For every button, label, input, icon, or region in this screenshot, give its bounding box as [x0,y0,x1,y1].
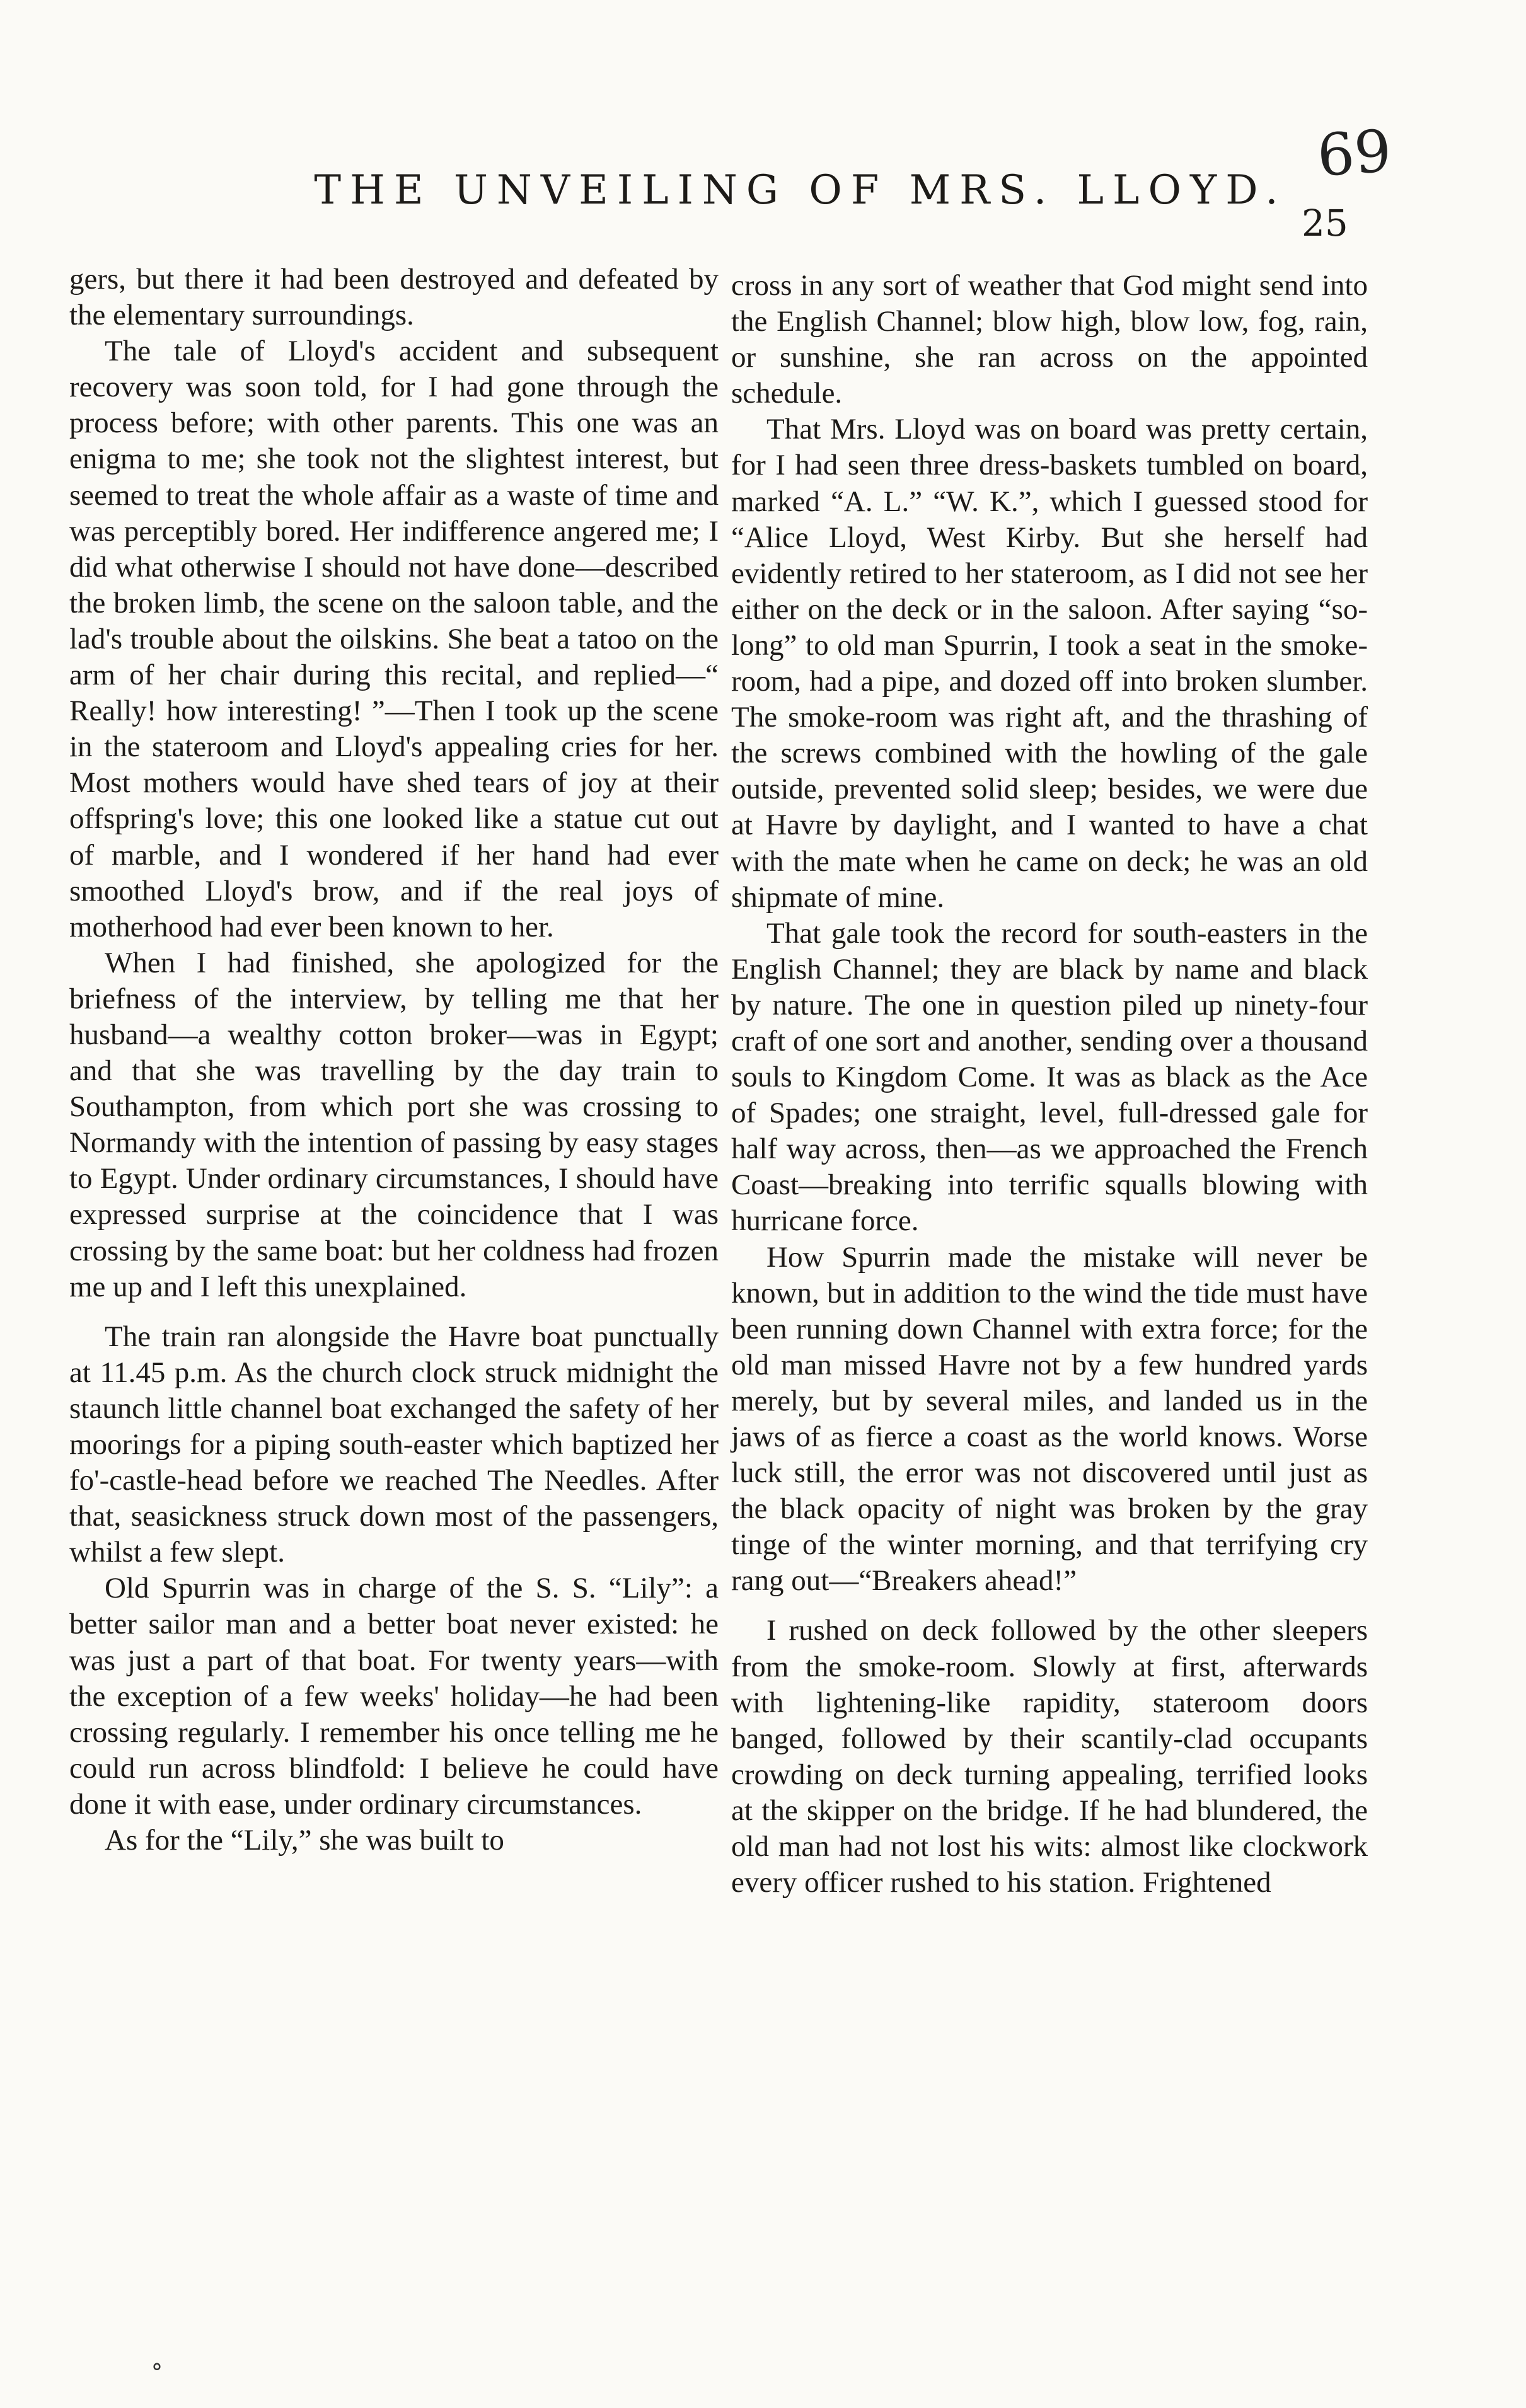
paragraph: That Mrs. Lloyd was on board was pretty certain, for I had seen three dress-baskets tumbled on board, marked “A. L.” “W. K.”, which I guessed stood for “Alice Lloyd, West Kirby. But she herself had evidently retired to her stateroom, as I did not see her either on the deck or in the saloon. After saying “so-long” to old man Spurrin, I took a seat in the smoke-room, had a pipe, and dozed off into broken slumber. The smoke-room was right aft, and the thrashing of the screws combined with the howling of the gale outside, prevented solid sleep; besides, we were due at Havre by daylight, and I wanted to have a chat with the mate when he came on deck; he was an old shipmate of mine. [731,413,1368,914]
paragraph: I rushed on deck followed by the other sleepers from the smoke-room. Slowly at first, afterwards with lightening-like rapidity, stateroom doors banged, followed by their scantily-clad occupants crowding on deck turning appealing, terrified looks at the skipper on the bridge. If he had blundered, the old man had not lost his wits: almost like clockwork every officer rushed to his station. Frightened [731,1614,1368,1899]
paragraph: Old Spurrin was in charge of the S. S. “Lily”: a better sailor man and a better boat never existed: he was just a part of that boat. For twenty years—with the exception of a few weeks' holiday—he had been crossing regularly. I remember his once telling me he could run across blindfold: I believe he could have done it with ease, under ordinary circumstances. [69,1572,719,1821]
page-marker: ° [151,2360,163,2386]
paragraph: When I had finished, she apologized for the briefness of the interview, by telling me that her husband—a wealthy cotton broker—was in Egypt; and that she was travelling by the day train to Southampton, from which port she was crossing to Normandy with the intention of passing by easy stages to Egypt. Under ordinary circumstances, I should have expressed surprise at the coincidence that I was crossing by the same boat: but her coldness had frozen me up and I left this unexplained. [69,946,719,1303]
running-head: THE UNVEILING OF MRS. LLOYD. [314,167,1287,214]
paragraph: gers, but there it had been destroyed and defeated by the elementary surroundings. [69,263,719,332]
paragraph: How Spurrin made the mistake will never be known, but in addition to the wind the tide must have been running down Channel with extra force; for the old man missed Havre not by a few hundred yards merely, but by several miles, and landed us in the jaws of as fierce a coast as the world knows. Worse luck still, the error was not discovered until just as the black opacity of night was broken by the gray tinge of the winter morning, and that terrifying cry rang out—“Breakers ahead!” [731,1240,1368,1598]
paragraph: The train ran alongside the Havre boat punctually at 11.45 p.m. As the church clock struck midnight the staunch little channel boat exchanged the safety of her moorings for a piping south-easter which baptized her fo'-castle-head before we reached The Needles. After that, seasickness struck down most of the passengers, whilst a few slept. [69,1320,719,1569]
paragraph: As for the “Lily,” she was built to [105,1824,504,1857]
paragraph: cross in any sort of weather that God might send into the English Channel; blow high, blow low, fog, rain, or sunshine, she ran across on the appointed schedule. [731,269,1368,410]
handwritten-folio: 69 [1315,117,1394,190]
page-number: 25 [1302,202,1348,245]
left-column [69,262,719,1858]
paragraph: That gale took the record for south-easters in the English Channel; they are black by name and black by nature. The one in question piled up ninety-four craft of one sort and another, sending over a thousand souls to Kingdom Come. It was as black as the Ace of Spades; one straight, level, full-dressed gale for half way across, then—as we approached the French Coast—breaking into terrific squalls blowing with hurricane force. [731,916,1368,1238]
paragraph: The tale of Lloyd's accident and subsequent recovery was soon told, for I had gone through the process before; with other parents. This one was an enigma to me; she took not the slightest interest, but seemed to treat the whole affair as a waste of time and was perceptibly bored. Her indifference angered me; I did what otherwise I should not have done—described the broken limb, the scene on the saloon table, and the lad's trouble about the oilskins. She beat a tatoo on the arm of her chair during this recital, and replied—“ Really! how interesting! ”—Then I took up the scene in the stateroom and Lloyd's appealing cries for her. Most mothers would have shed tears of joy at their offspring's love; this one looked like a statue cut out of marble, and I wondered if her hand had ever smoothed Lloyd's brow, and if the real joys of motherhood had ever been known to her. [69,335,719,943]
right-column [731,268,1368,1901]
